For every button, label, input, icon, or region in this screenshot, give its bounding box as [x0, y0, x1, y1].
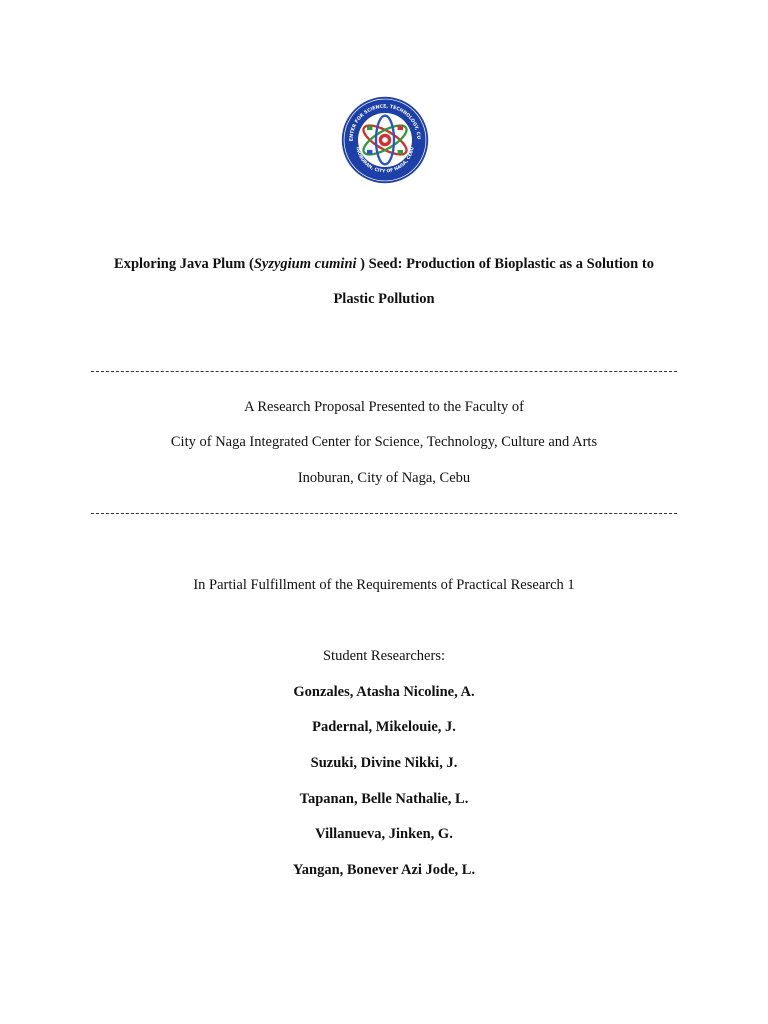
seal-text-top: ENTER FOR SCIENCE, TECHNOLOGY, CU [349, 104, 421, 142]
title-part-1: Exploring Java Plum ( [114, 256, 254, 272]
seal-text-bottom: INOBURAN, CITY OF NAGA, CEBU [354, 146, 416, 175]
fulfillment-statement: In Partial Fulfillment of the Requirements of Practical Research 1 [193, 577, 575, 593]
researcher-name: Gonzales, Atasha Nicoline, A. [293, 684, 475, 700]
researcher-name: Padernal, Mikelouie, J. [312, 719, 456, 735]
title-line-2: Plastic Pollution [333, 291, 435, 307]
researcher-name: Yangan, Bonever Azi Jode, L. [292, 862, 476, 878]
researcher-name: Villanueva, Jinken, G. [315, 826, 453, 842]
title-species: Syzygium cumini [253, 256, 357, 272]
presentation-line-2: City of Naga Integrated Center for Science, Technology, Culture and Arts [170, 434, 598, 450]
presentation-line-1: A Research Proposal Presented to the Faculty of [244, 399, 524, 415]
title-part-2: ) Seed: Production of Bioplastic as a Solution to [356, 256, 654, 272]
researcher-name: Suzuki, Divine Nikki, J. [310, 755, 458, 771]
dashed-divider-bottom [91, 513, 677, 514]
researchers-heading: Student Researchers: [322, 648, 445, 664]
title-line-1 [0, 255, 768, 273]
researcher-name: Tapanan, Belle Nathalie, L. [299, 791, 469, 807]
school-seal-logo [340, 95, 430, 185]
dashed-divider-top [91, 371, 677, 372]
presentation-line-3: Inoburan, City of Naga, Cebu [297, 470, 471, 486]
